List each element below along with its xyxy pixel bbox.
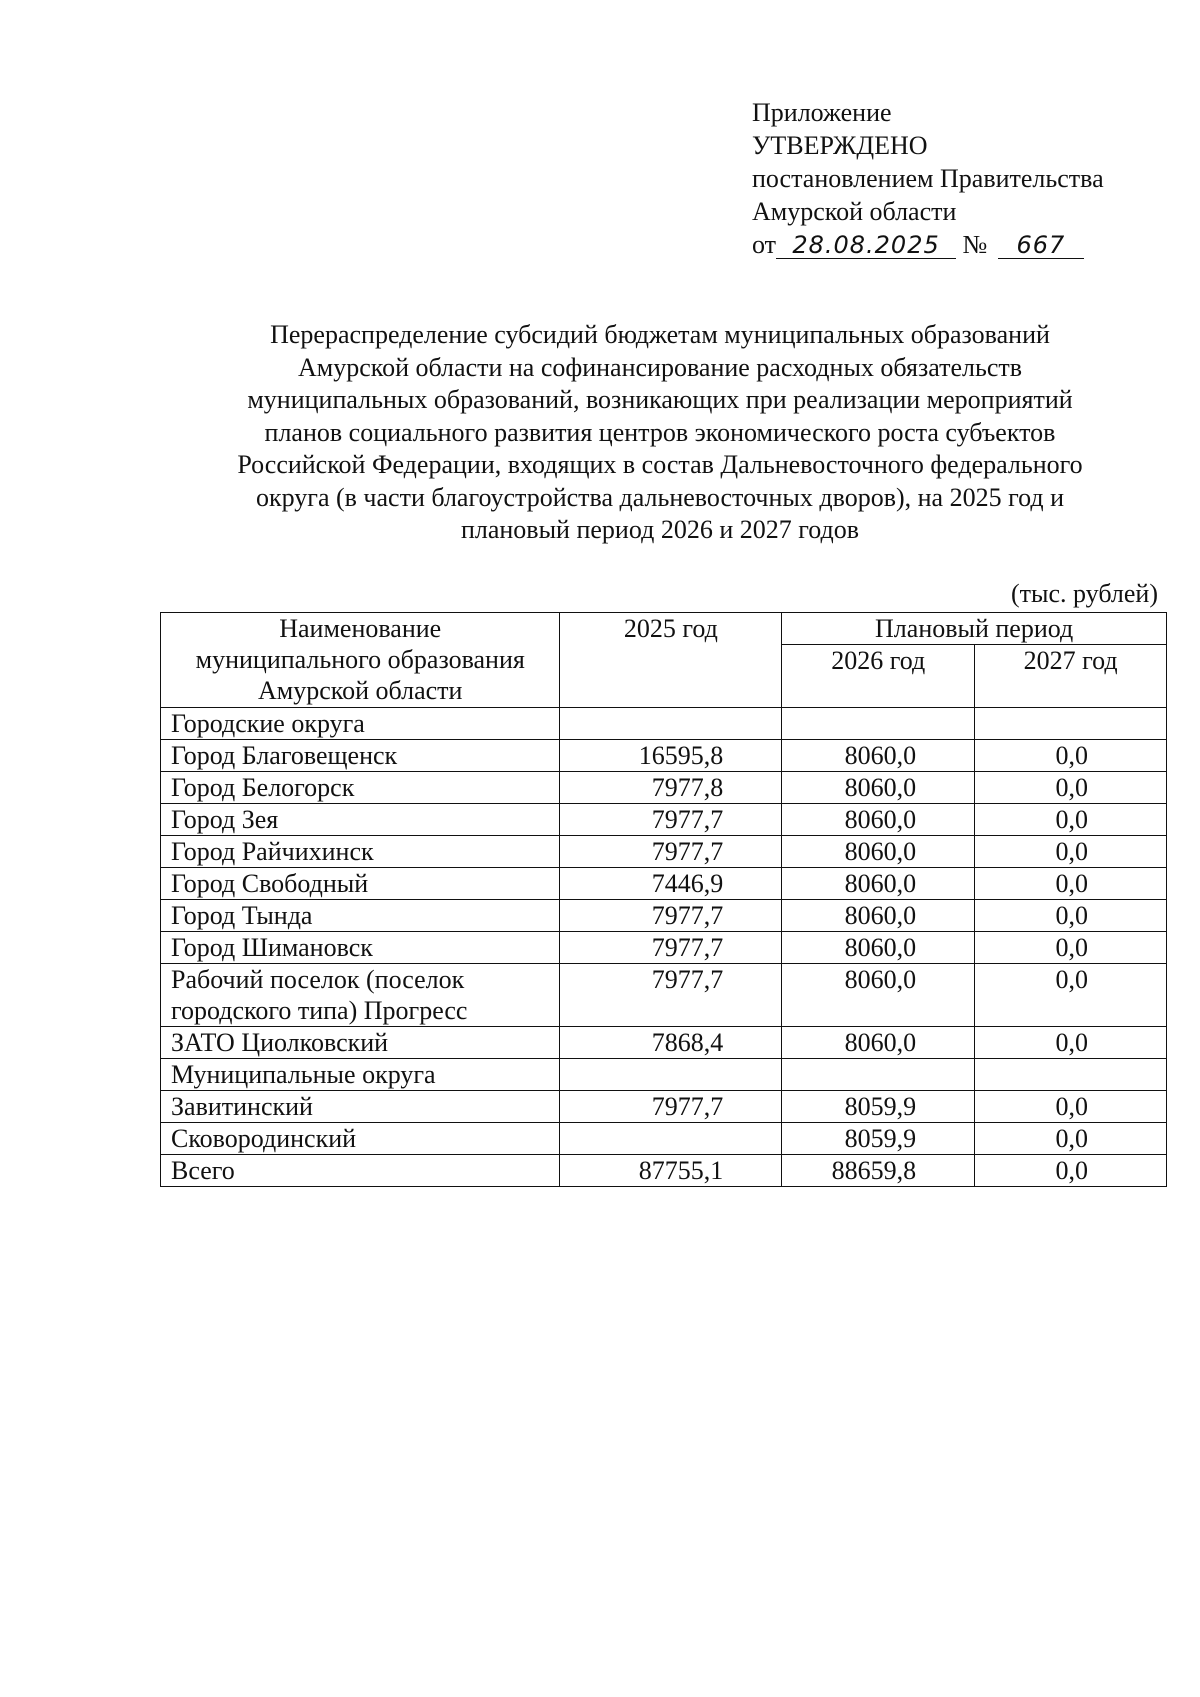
value-2025: 7977,7 [560,932,782,964]
title-line: Перераспределение субсидий бюджетам муниципальных образований [270,320,1050,349]
municipality-name-text: Город Шимановск [171,933,373,962]
column-header-2025: 2025 год [560,613,782,708]
municipality-name-text: Город Свободный [171,869,369,898]
table-row [161,740,1167,772]
value-2027: 0,0 [975,1091,1167,1123]
municipality-name [161,708,560,740]
name-header-line: Наименование [279,614,442,643]
municipality-name [161,868,560,900]
title-line: округа (в части благоустройства дальневосточных дворов), на 2025 год и [256,482,1064,512]
value-2027 [975,708,1167,740]
value-2027: 0,0 [975,932,1167,964]
value-2027 [975,1059,1167,1091]
value-2027: 0,0 [975,1123,1167,1155]
decree-date-number [752,228,1104,261]
value-2025: 7977,7 [560,1091,782,1123]
value-2025: 7868,4 [560,1027,782,1059]
municipality-name-text: Город Белогорск [171,773,355,802]
header-row [161,613,1167,645]
value-2026: 8060,0 [782,740,975,772]
name-header-line: муниципального образования [195,645,525,674]
value-2026: 8060,0 [782,804,975,836]
column-header-2027: 2027 год [975,645,1167,708]
municipality-name-text: Муниципальные округа [171,1060,436,1089]
value-2027: 0,0 [975,804,1167,836]
title-line: Российской Федерации, входящих в состав Дальневосточного федерального [237,450,1083,479]
appendix-label: Приложение [752,98,892,127]
value-2025 [560,1123,782,1155]
name-header-line: Амурской области [258,676,463,705]
table-row [161,1123,1167,1155]
date-prefix: от [752,230,777,259]
value-2026: 88659,8 [782,1155,975,1187]
subsidy-table [160,612,1167,1187]
table-row [161,932,1167,964]
value-2026: 8060,0 [782,900,975,932]
municipality-name [161,900,560,932]
table-row [161,964,1167,1027]
units-label: (тыс. рублей) [1010,579,1158,608]
value-2027: 0,0 [975,740,1167,772]
value-2027: 0,0 [975,964,1167,1027]
value-2025 [560,1059,782,1091]
column-header-2026: 2026 год [782,645,975,708]
document-title [150,319,1170,547]
value-2025: 7977,7 [560,964,782,1027]
value-2027: 0,0 [975,1155,1167,1187]
value-2026: 8060,0 [782,1027,975,1059]
table-body [161,708,1167,1187]
value-2026: 8060,0 [782,964,975,1027]
value-2026 [782,1059,975,1091]
approval-header [752,96,1104,261]
municipality-name-text: городского типа) Прогресс [171,996,468,1025]
municipality-name [161,772,560,804]
number-sign: № [962,230,988,259]
municipality-name-text: Город Зея [171,805,279,834]
title-line: плановый период 2026 и 2027 годов [460,515,860,544]
value-2025: 7977,7 [560,900,782,932]
region-label: Амурской области [752,197,957,226]
table-row [161,900,1167,932]
table-row [161,1059,1167,1091]
municipality-name [161,836,560,868]
value-2027: 0,0 [975,836,1167,868]
municipality-name [161,1123,560,1155]
value-2027: 0,0 [975,868,1167,900]
value-2026: 8060,0 [782,772,975,804]
value-2026: 8059,9 [782,1123,975,1155]
municipality-name [161,1059,560,1091]
value-2027: 0,0 [975,900,1167,932]
title-line: муниципальных образований, возникающих при реализации мероприятий [247,385,1073,414]
municipality-name-text: Завитинский [171,1092,313,1121]
municipality-name-text: Город Райчихинск [171,837,374,866]
value-2027: 0,0 [975,1027,1167,1059]
municipality-name-text: Рабочий поселок (поселок [171,965,465,994]
value-2025: 7446,9 [560,868,782,900]
value-2025 [560,708,782,740]
table-row [161,836,1167,868]
value-2026: 8059,9 [782,1091,975,1123]
municipality-name-text: Город Тында [171,901,313,930]
handwritten-number: 667 [998,232,1084,259]
column-header-name [161,613,560,708]
table-row [161,772,1167,804]
table-row [161,868,1167,900]
value-2026: 8060,0 [782,836,975,868]
value-2026 [782,708,975,740]
handwritten-date: 28.08.2025 [776,232,956,259]
value-2027: 0,0 [975,772,1167,804]
municipality-name [161,740,560,772]
title-line: планов социального развития центров экономического роста субъектов [264,417,1056,447]
value-2025: 7977,7 [560,804,782,836]
value-2026: 8060,0 [782,868,975,900]
municipality-name-text: Всего [171,1156,235,1185]
value-2026: 8060,0 [782,932,975,964]
table-row [161,1155,1167,1187]
value-2025: 87755,1 [560,1155,782,1187]
municipality-name-text: Городские округа [171,709,365,738]
approved-label: УТВЕРЖДЕНО [752,131,928,160]
table-row [161,1027,1167,1059]
table-row [161,708,1167,740]
municipality-name [161,804,560,836]
table-row [161,804,1167,836]
value-2025: 7977,8 [560,772,782,804]
municipality-name [161,932,560,964]
municipality-name-text: Сковородинский [171,1124,357,1153]
municipality-name [161,1155,560,1187]
municipality-name [161,1091,560,1123]
column-header-planned-period: Плановый период [782,613,1167,645]
value-2025: 16595,8 [560,740,782,772]
decree-label: постановлением Правительства [752,164,1104,193]
municipality-name-text: ЗАТО Циолковский [171,1028,389,1057]
table-row [161,1091,1167,1123]
municipality-name [161,964,560,1027]
municipality-name [161,1027,560,1059]
value-2025: 7977,7 [560,836,782,868]
municipality-name-text: Город Благовещенск [171,741,398,770]
title-line: Амурской области на софинансирование расходных обязательств [297,352,1023,382]
